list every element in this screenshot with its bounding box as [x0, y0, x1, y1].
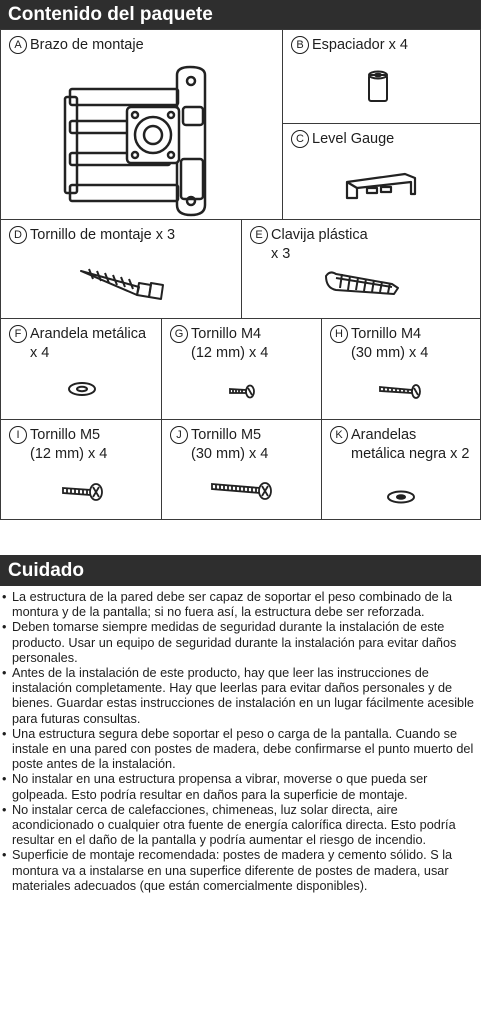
item-letter-badge: C [291, 130, 309, 148]
care-bullet: • Superficie de montaje recomendada: postes de madera y cemento sólido. S la montura va a instalarse en una superfice diferente de postes de madera, usar materiales adecuados (que están comercialmente disponibles). [0, 848, 476, 894]
item-label-h: H Tornillo M4 (30 mm) x 4 [330, 325, 476, 363]
item-label-e: E Clavija plástica x 3 [250, 226, 476, 264]
item-cell-i [0, 419, 162, 520]
care-bullet: • Antes de la instalación de este producto, hay que leer las instrucciones de instalación completamente. Hay que leerlas para evitar daños personales y de bienes. Guardar estas instrucciones de instalación en un lugar fácilmente acesible para futuras consultas. [0, 666, 476, 727]
package-contents-header: Contenido del paquete [0, 0, 481, 30]
care-header: Cuidado [0, 555, 481, 586]
item-label-i: I Tornillo M5 (12 mm) x 4 [9, 426, 157, 464]
item-label-g: G Tornillo M4 (12 mm) x 4 [170, 325, 317, 363]
item-cell-h [321, 318, 481, 420]
lag-screw-icon [79, 265, 169, 299]
item-letter-badge: H [330, 325, 348, 343]
metal-washer-icon [67, 381, 97, 397]
item-letter-badge: B [291, 36, 309, 54]
item-letter-badge: G [170, 325, 188, 343]
item-letter-badge: I [9, 426, 27, 444]
item-cell-a [0, 29, 283, 220]
item-letter-badge: D [9, 226, 27, 244]
care-bullet: • No instalar en una estructura propensa a vibrar, moverse o que pueda ser golpeada. Esto podría resultar en daños para la superficie de montaje. [0, 772, 476, 802]
item-label-b: B Espaciador x 4 [291, 36, 476, 55]
screw-m4-long-icon [378, 381, 422, 399]
item-letter-badge: J [170, 426, 188, 444]
item-cell-g [161, 318, 322, 420]
screw-m5-long-icon [210, 480, 274, 500]
care-bullet: • Deben tomarse siempre medidas de seguridad durante la instalación de este producto. Usar un equipo de seguridad durante la instalación para evitar daños personales. [0, 620, 476, 666]
screw-m4-short-icon [228, 383, 256, 399]
spacer-icon [367, 70, 389, 104]
item-label-f: F Arandela metálica x 4 [9, 325, 157, 363]
item-label-k: K Arandelas metálica negra x 2 [330, 426, 476, 464]
item-label-d: D Tornillo de montaje x 3 [9, 226, 237, 245]
care-list [0, 590, 476, 894]
screw-m5-short-icon [61, 482, 105, 502]
care-bullet: • Una estructura segura debe soportar el peso o carga de la pantalla. Cuando se instale en una pared con postes de madera, debe confirmarse el punto muerto del poste antes de la instalación. [0, 727, 476, 773]
item-label-j: J Tornillo M5 (30 mm) x 4 [170, 426, 317, 464]
item-letter-badge: K [330, 426, 348, 444]
item-label-c: C Level Gauge [291, 130, 476, 149]
item-cell-f [0, 318, 162, 420]
item-cell-k [321, 419, 481, 520]
item-letter-badge: A [9, 36, 27, 54]
item-cell-b [282, 29, 481, 124]
care-bullet: • La estructura de la pared debe ser capaz de soportar el peso combinado de la montura y de la pantalla; si no fuera así, la estructura debe ser reforzada. [0, 590, 476, 620]
item-label-a: A Brazo de montaje [9, 36, 278, 55]
item-cell-c [282, 123, 481, 220]
black-washer-icon [386, 490, 416, 504]
item-cell-d [0, 219, 242, 319]
item-cell-j [161, 419, 322, 520]
item-letter-badge: F [9, 325, 27, 343]
level-gauge-icon [345, 168, 417, 202]
care-bullet: • No instalar cerca de calefacciones, chimeneas, luz solar directa, aire acondicionado o cualquier otra fuente de energía calorífica directa. Esto podría resultar en el daño de la pantalla y podría aumentar el riesgo de incendio. [0, 803, 476, 849]
item-letter-badge: E [250, 226, 268, 244]
mounting-arm-icon [65, 67, 225, 215]
item-cell-e [241, 219, 481, 319]
plastic-anchor-icon [322, 268, 402, 298]
